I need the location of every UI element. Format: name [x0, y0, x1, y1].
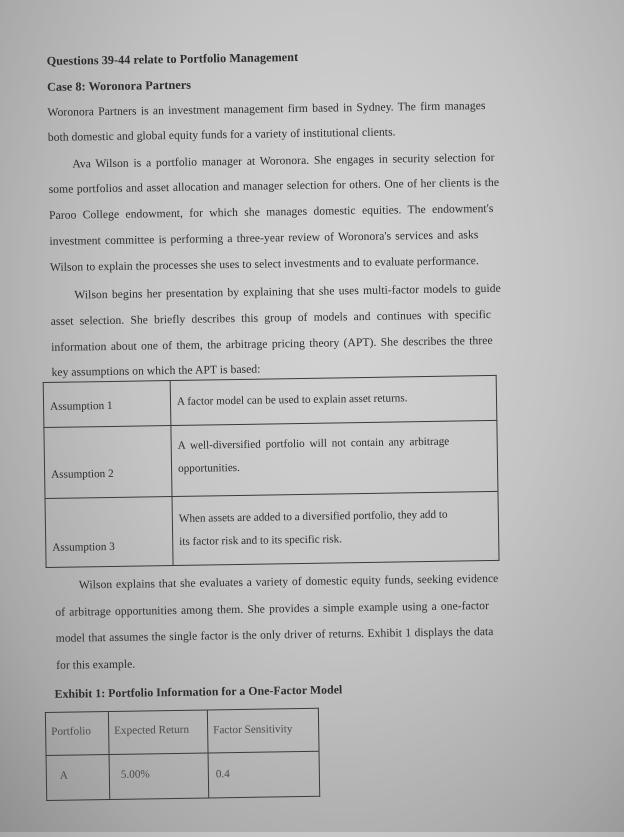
paragraph-line: for this example. — [56, 657, 136, 672]
paragraph-line: Wilson explains that she evaluates a variety of domestic equity funds, seeking evidence — [78, 571, 499, 592]
paragraph-line: asset selection. She briefly describes this group of models and continues with specific — [50, 307, 492, 328]
assumptions-table — [43, 375, 500, 568]
assumption-text-cell: A well-diversified portfolio will not contain any arbitrage opportunities. — [171, 420, 498, 496]
assumption-text-cell: A factor model can be used to explain asset returns. — [170, 375, 497, 425]
table-row — [43, 375, 497, 427]
exhibit-table — [45, 708, 320, 801]
paragraph-line: Wilson to explain the processes she uses to select investments and to evaluate performance. — [49, 254, 479, 274]
table-header-row — [45, 708, 319, 755]
table-row — [44, 420, 498, 498]
column-header: Portfolio — [45, 712, 109, 756]
exhibit-title: Exhibit 1: Portfolio Information for a One-Factor Model — [54, 682, 343, 701]
assumption-label-cell: Assumption 3 — [45, 497, 173, 568]
paragraph-line: Woronora Partners is an investment management firm based in Sydney. The firm manages — [47, 99, 486, 119]
case-title: Case 8: Woronora Partners — [46, 77, 192, 94]
table-row — [46, 751, 320, 800]
paragraph-line: of arbitrage opportunities among them. She provides a simple example using a one-factor — [55, 599, 490, 619]
column-header: Factor Sensitivity — [207, 708, 319, 753]
assumption-label-cell: Assumption 1 — [43, 381, 171, 428]
paragraph-line: both domestic and global equity funds for a variety of institutional clients. — [47, 125, 396, 144]
paragraph-line: model that assumes the single factor is the only driver of returns. Exhibit 1 displays the data — [55, 624, 494, 645]
assumption-label-cell: Assumption 2 — [44, 426, 172, 499]
paragraph-line: some portfolios and asset allocation and manager selection for others. One of her clients is the — [48, 175, 500, 196]
paragraph-line: information about one of them, the arbitrage pricing theory (APT). She describes the three — [51, 333, 493, 354]
assumption-text-cell: When assets are added to a diversified portfolio, they add to its factor risk and to its specific risk. — [172, 491, 499, 565]
paragraph-line: Paroo College endowment, for which she manages domestic equities. The endowment's — [48, 201, 494, 222]
table-cell: 0.4 — [208, 751, 320, 798]
column-header: Expected Return — [108, 710, 208, 755]
paragraph-line: Wilson begins her presentation by explaining that she uses multi-factor models to guide — [74, 281, 501, 302]
paragraph-line: key assumptions on which the APT is based: — [51, 362, 261, 379]
paragraph-line: investment committee is performing a three-year review of Woronora's services and asks — [49, 228, 479, 248]
table-row — [45, 491, 499, 567]
table-cell: A — [46, 755, 110, 801]
paragraph-line: Ava Wilson is a portfolio manager at Woronora. She engages in security selection for — [72, 150, 495, 171]
table-cell: 5.00% — [109, 753, 209, 800]
section-title: Questions 39-44 relate to Portfolio Management — [46, 49, 299, 68]
